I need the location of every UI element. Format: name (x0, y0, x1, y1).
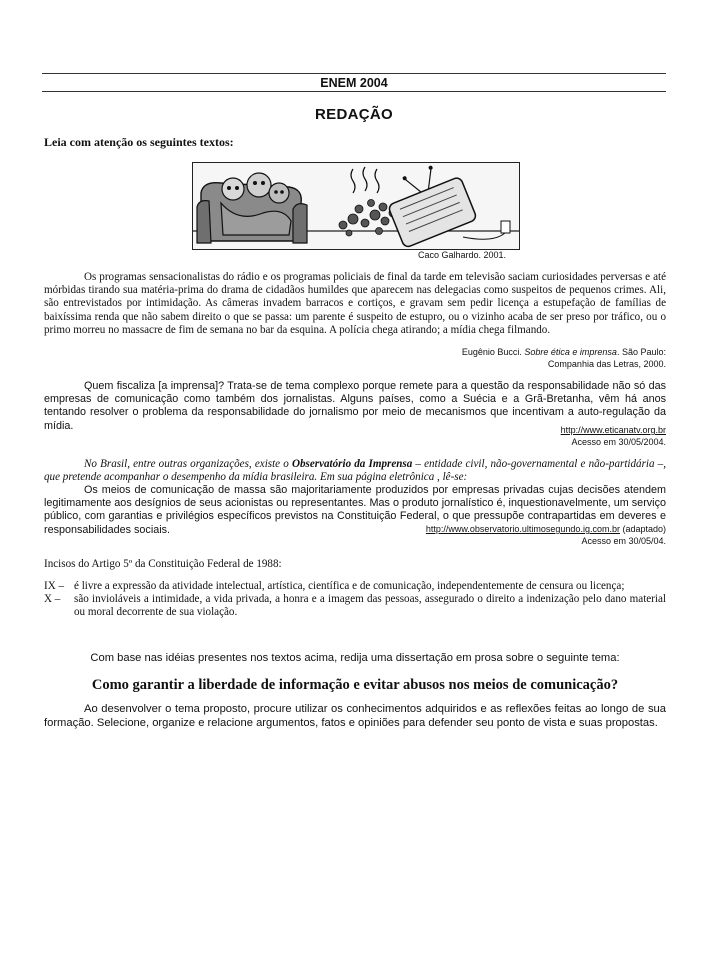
text3-org-name: Observatório da Imprensa (291, 458, 413, 470)
constitution-item (44, 593, 666, 619)
essay-theme: Como garantir a liberdade de informação e evitar abusos nos meios de comunicação? (91, 677, 619, 693)
page-title: REDAÇÃO (315, 106, 393, 123)
item-number: IX – (44, 580, 65, 592)
item-text: são invioláveis a intimidade, a vida privada, a honra e a imagem das pessoas, assegurado o direito a indenização pelo dano material ou moral decorrente de sua violação. (74, 593, 666, 619)
constitution-heading: Incisos do Artigo 5º da Constituição Federal de 1988: (44, 558, 282, 570)
text2-source (561, 425, 666, 448)
text3-source (426, 524, 666, 547)
cartoon-credit: Caco Galhardo. 2001. (418, 250, 507, 260)
text3-intro-end: – entidade civil, não-governamental e não-partidária –, que pretende acompanhar o desempenho da mídia brasileira. Em sua página eletrônica , lê-se: (44, 458, 667, 484)
text3-source-link[interactable]: http://www.observatorio.ultimosegundo.ig.com.br (425, 524, 620, 534)
text3-source-access: Acesso em 30/05/04. (581, 535, 666, 546)
cartoon-drawing (193, 163, 519, 249)
closing-instructions (44, 703, 666, 730)
closing-text: Ao desenvolver o tema proposto, procure utilizar os conhecimentos adquiridos e as reflexões feitas ao longo de sua formação. Selecione, organize e relacione argumentos, fatos e opiniões para defender seu ponto de vista e suas propostas. (44, 703, 666, 729)
text2-body: Quem fiscaliza [a imprensa]? Trata-se de tema complexo porque remete para a questão da responsabilidade não só das empresas de comunicação como também dos jornalistas. Alguns países, como a Suécia e a Grã-Bretanha, vêm há anos tentando resolver o problema da responsabilidade do jornalismo por meio de mecanismos que incentivam a auto-regulação da mídia. (44, 380, 666, 432)
text1-source-place: . São Paulo: (616, 347, 666, 357)
text3-intro (44, 458, 666, 484)
item-number: X – (44, 593, 61, 606)
text1-source (462, 347, 666, 370)
exam-title: ENEM 2004 (320, 76, 388, 90)
text1-source-publisher: Companhia das Letras, 2000. (547, 358, 666, 369)
text2-source-access: Acesso em 30/05/2004. (571, 436, 666, 447)
constitution-item (44, 580, 666, 593)
cartoon-illustration (192, 162, 520, 250)
text3-source-note: (adaptado) (619, 524, 666, 534)
header-top-rule (42, 73, 666, 74)
text3-intro-start: No Brasil, entre outras organizações, existe o (84, 458, 292, 470)
text3-body: Os meios de comunicação de massa são majoritariamente produzidos por empresas privadas cujas decisões atendem legitimamente aos desígnios de seus acionistas ou representantes. Mas o produto jornalístico é, inquestionavelmente, um serviço público, com garantias e privilégios específicos previstos na Constituição Federal, o que pressupõe contrapartidas em deveres e responsabilidades sociais. (44, 484, 666, 536)
constitution-list (44, 580, 666, 620)
item-text: é livre a expressão da atividade intelectual, artística, científica e de comunicação, independentemente de censura ou licença; (74, 580, 625, 592)
text1-source-author: Eugênio Bucci. (461, 347, 522, 357)
header-bottom-rule (42, 91, 666, 92)
text1-body: Os programas sensacionalistas do rádio e os programas policiais de final da tarde em televisão saciam curiosidades perversas e até mórbidas tirando sua matéria-prima do drama de cidadãos humildes que aparecem nas delegacias como suspeitos de pequenos crimes. Ali, são entrevistados por intimidação. As câmeras invadem barracos e cortiços, e gravam sem pedir licença a estupefação de famílias de baixíssima renda que não sabem direito o que se passa: um parente é suspeito de estupro, ou o vizinho acaba de ser preso por tráfico, ou o primo morreu no massacre de fim de semana no bar da esquina. A polícia chega atirando; a mídia chega filmando. (44, 271, 666, 336)
instruction: Leia com atenção os seguintes textos: (44, 135, 234, 149)
text1-source-book: Sobre ética e imprensa (524, 347, 617, 357)
text2-source-link[interactable]: http://www.eticanatv.org.br (560, 425, 666, 435)
essay-prompt: Com base nas idéias presentes nos textos acima, redija uma dissertação em prosa sobre o seguinte tema: (90, 652, 620, 664)
text1-paragraph (44, 271, 666, 337)
